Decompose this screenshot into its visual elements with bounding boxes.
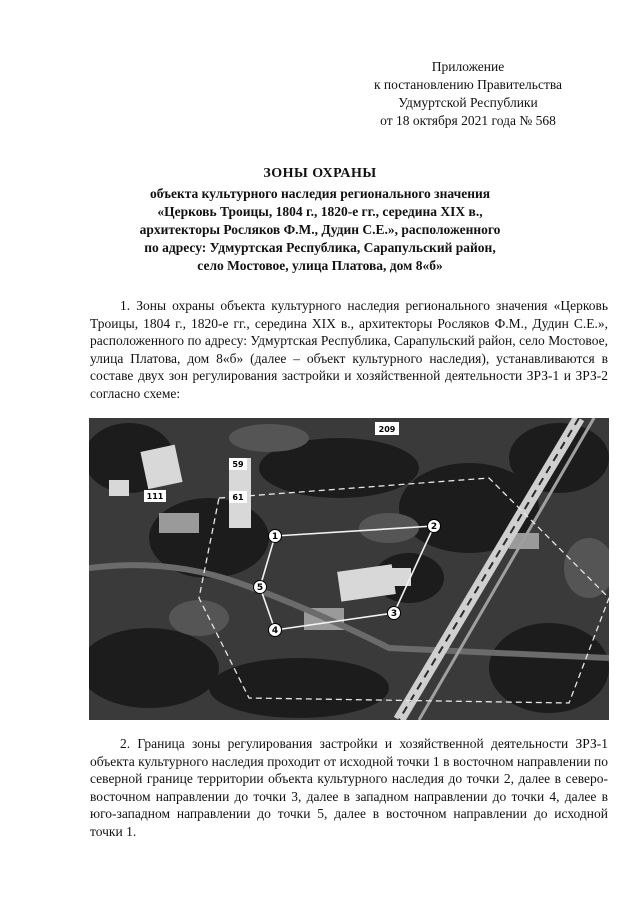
zone-scheme-map (89, 418, 609, 720)
point-2 (428, 520, 441, 533)
title-line: по адресу: Удмуртская Республика, Сарапульский район, (144, 240, 496, 255)
point-3-label: 3 (390, 609, 398, 619)
house-number-61: 61 (232, 493, 244, 502)
document-title (90, 165, 550, 275)
house-number-209: 209 (378, 425, 396, 434)
title-line: объекта культурного наследия регионального значения (149, 186, 491, 201)
point-1-label: 1 (271, 532, 279, 542)
point-5-label: 5 (256, 583, 264, 593)
house-number-59: 59 (232, 460, 244, 469)
house-number-111: 111 (146, 492, 164, 501)
paragraph-1: 1. Зоны охраны объекта культурного наследия регионального значения «Церковь Троицы, 1804 г., 1820-е гг., середина XIX в., архитекторы Росляков Ф.М., Дудин С.Е.», расположенного по адресу: Удмуртская Республика, Сарапульский район, село Мостовое, улица Платова, дом 8«б» (далее – объект культурного наследия), устанавливаются в составе двух зон регулирования застройки и хозяйственной деятельности ЗРЗ-1 и ЗРЗ-2 согласно схеме: (90, 298, 608, 401)
title-line: «Церковь Троицы, 1804 г., 1820-е гг., середина XIX в., (157, 204, 483, 219)
point-4 (269, 624, 282, 637)
aerial-photo (89, 418, 609, 720)
appendix-header (348, 58, 588, 130)
title-line: село Мостовое, улица Платова, дом 8«б» (197, 258, 443, 273)
point-2-label: 2 (430, 522, 438, 532)
point-4-label: 4 (271, 626, 279, 636)
appendix-line: Приложение (431, 59, 505, 74)
point-3 (388, 607, 401, 620)
appendix-line: Удмуртской Республики (398, 95, 538, 110)
paragraph-2: 2. Граница зоны регулирования застройки и хозяйственной деятельности ЗРЗ-1 объекта культурного наследия проходит от исходной точки 1 в восточном направлении по северной границе территории объекта культурного наследия до точки 2, далее в северо-восточном направлении до точки 3, далее в западном направлении до точки 4, далее в юго-западном направлении до точки 5, далее в восточном направлении до исходной точки 1. (90, 736, 608, 839)
title-line: архитекторы Росляков Ф.М., Дудин С.Е.», расположенного (139, 222, 501, 237)
appendix-line: к постановлению Правительства (373, 77, 563, 92)
appendix-line: от 18 октября 2021 года № 568 (380, 113, 556, 128)
point-1 (269, 530, 282, 543)
point-5 (254, 581, 267, 594)
title-main: ЗОНЫ ОХРАНЫ (263, 166, 377, 181)
